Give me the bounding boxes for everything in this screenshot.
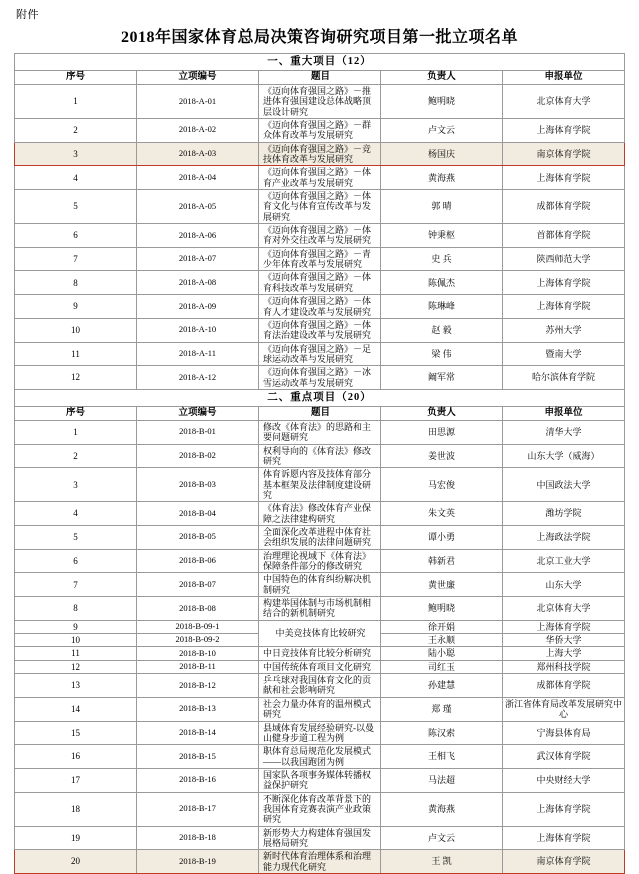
cell-unit: 上海体育学院: [503, 792, 625, 826]
cell-code: 2018-B-01: [137, 420, 259, 444]
cell-unit: 华侨大学: [503, 634, 625, 647]
table-row[interactable]: [15, 142, 625, 166]
cell-code: 2018-A-12: [137, 366, 259, 390]
cell-person: 朱文英: [381, 502, 503, 526]
cell-no: 9: [15, 295, 137, 319]
cell-code: 2018-A-07: [137, 247, 259, 271]
section-heading-row: [15, 389, 625, 406]
cell-code: 2018-A-05: [137, 190, 259, 224]
table-row[interactable]: [15, 850, 625, 874]
cell-person: 王相飞: [381, 745, 503, 769]
cell-no: 6: [15, 549, 137, 573]
table-header-row: [15, 71, 625, 85]
cell-code: 2018-B-15: [137, 745, 259, 769]
cell-no: 17: [15, 768, 137, 792]
cell-code: 2018-B-09-2: [137, 634, 259, 647]
cell-no: 10: [15, 318, 137, 342]
cell-unit: 首都体育学院: [503, 224, 625, 248]
cell-code: 2018-A-06: [137, 224, 259, 248]
cell-code: 2018-B-03: [137, 468, 259, 502]
cell-person: 郭 晴: [381, 190, 503, 224]
cell-code: 2018-A-10: [137, 318, 259, 342]
table-row[interactable]: [15, 697, 625, 721]
cell-unit: 潍坊学院: [503, 502, 625, 526]
cell-person: 阚军常: [381, 366, 503, 390]
table-row[interactable]: [15, 247, 625, 271]
cell-person: 鲍明晓: [381, 84, 503, 118]
cell-code: 2018-A-03: [137, 142, 259, 166]
cell-unit: 中国政法大学: [503, 468, 625, 502]
cell-code: 2018-B-05: [137, 526, 259, 550]
cell-no: 1: [15, 420, 137, 444]
cell-person: 鲍明晓: [381, 597, 503, 621]
cell-unit: 上海体育学院: [503, 295, 625, 319]
cell-person: 史 兵: [381, 247, 503, 271]
cell-no: 20: [15, 850, 137, 874]
cell-person: 黄海燕: [381, 792, 503, 826]
cell-code: 2018-B-12: [137, 674, 259, 698]
cell-title: 《迈向体育强国之路》－群众体育改革与发展研究: [259, 119, 381, 143]
cell-unit: 苏州大学: [503, 318, 625, 342]
cell-person: 谭小勇: [381, 526, 503, 550]
page-title: 2018年国家体育总局决策咨询研究项目第一批立项名单: [120, 29, 518, 46]
table-row[interactable]: [15, 271, 625, 295]
cell-unit: 成都体育学院: [503, 674, 625, 698]
cell-unit: 上海政法学院: [503, 526, 625, 550]
cell-unit: 哈尔滨体育学院: [503, 366, 625, 390]
cell-code: 2018-B-02: [137, 444, 259, 468]
table-row[interactable]: [15, 224, 625, 248]
cell-title: 《体育法》修改体育产业保障之法律建构研究: [259, 502, 381, 526]
column-header-person: 负责人: [381, 406, 503, 420]
column-header-person: 负责人: [381, 71, 503, 85]
cell-unit: 成都体育学院: [503, 190, 625, 224]
cell-no: 5: [15, 190, 137, 224]
cell-title: 《迈向体育强国之路》－竞技体育改革与发展研究: [259, 142, 381, 166]
cell-unit: 南京体育学院: [503, 142, 625, 166]
cell-unit: 陕西师范大学: [503, 247, 625, 271]
cell-code: 2018-B-14: [137, 721, 259, 745]
table-row[interactable]: [15, 674, 625, 698]
cell-code: 2018-B-08: [137, 597, 259, 621]
cell-person: 孙建慧: [381, 674, 503, 698]
cell-code: 2018-B-06: [137, 549, 259, 573]
table-header-row: [15, 406, 625, 420]
table-row[interactable]: [15, 342, 625, 366]
cell-no: 11: [15, 342, 137, 366]
table-row[interactable]: [15, 826, 625, 850]
cell-unit: 暨南大学: [503, 342, 625, 366]
cell-code: 2018-A-01: [137, 84, 259, 118]
cell-person: 赵 毅: [381, 318, 503, 342]
cell-unit: 北京工业大学: [503, 549, 625, 573]
cell-person: 王永顺: [381, 634, 503, 647]
cell-person: 姜世波: [381, 444, 503, 468]
cell-title: 《迈向体育强国之路》－体育文化与体育宣传改革与发展研究: [259, 190, 381, 224]
table-row[interactable]: [15, 318, 625, 342]
cell-no: 7: [15, 573, 137, 597]
cell-code: 2018-B-11: [137, 660, 259, 673]
cell-no: 6: [15, 224, 137, 248]
table-row[interactable]: [15, 366, 625, 390]
column-header-code: 立项编号: [137, 71, 259, 85]
cell-title: 权利导向的《体育法》修改研究: [259, 444, 381, 468]
cell-unit: 山东大学（威海）: [503, 444, 625, 468]
cell-title: 《迈向体育强国之路》－推进体育强国建设总体战略顶层设计研究: [259, 84, 381, 118]
cell-title: 社会力量办体育的温州模式研究: [259, 697, 381, 721]
column-header-no: 序号: [15, 71, 137, 85]
cell-no: 12: [15, 660, 137, 673]
cell-person: 陈汉索: [381, 721, 503, 745]
cell-unit: 上海体育学院: [503, 620, 625, 633]
cell-code: 2018-A-08: [137, 271, 259, 295]
cell-title: 新形势大力构建体育强国发展格局研究: [259, 826, 381, 850]
cell-title: 新时代体育治理体系和治理能力现代化研究: [259, 850, 381, 874]
cell-no: 8: [15, 271, 137, 295]
cell-title: 治理理论视域下《体育法》保障条件部分的修改研究: [259, 549, 381, 573]
table-row[interactable]: [15, 573, 625, 597]
cell-no: 18: [15, 792, 137, 826]
cell-title: 全面深化改革进程中体育社会组织发展的法律问题研究: [259, 526, 381, 550]
cell-title: 中国特色的体育纠纷解决机制研究: [259, 573, 381, 597]
cell-no: 15: [15, 721, 137, 745]
cell-code: 2018-B-19: [137, 850, 259, 874]
table-row[interactable]: [15, 84, 625, 118]
cell-no: 2: [15, 119, 137, 143]
cell-title: 《迈向体育强国之路》－青少年体育改革与发展研究: [259, 247, 381, 271]
cell-code: 2018-B-04: [137, 502, 259, 526]
table-row[interactable]: [15, 119, 625, 143]
project-list-table: [14, 53, 625, 874]
cell-title: 乒乓球对我国体育文化的贡献和社会影响研究: [259, 674, 381, 698]
cell-person: 郑 瑾: [381, 697, 503, 721]
cell-no: 3: [15, 142, 137, 166]
cell-code: 2018-A-02: [137, 119, 259, 143]
cell-title: 《迈向体育强国之路》－体育人才建设改革与发展研究: [259, 295, 381, 319]
cell-person: 卢文云: [381, 119, 503, 143]
table-row[interactable]: [15, 420, 625, 444]
table-row[interactable]: [15, 620, 625, 633]
cell-no: 16: [15, 745, 137, 769]
table-row[interactable]: [15, 745, 625, 769]
cell-no: 5: [15, 526, 137, 550]
cell-code: 2018-B-13: [137, 697, 259, 721]
cell-person: 徐开娟: [381, 620, 503, 633]
cell-no: 11: [15, 647, 137, 660]
cell-no: 1: [15, 84, 137, 118]
cell-no: 2: [15, 444, 137, 468]
cell-title: 中国传统体育项目文化研究: [259, 660, 381, 673]
column-header-title: 题目: [259, 406, 381, 420]
cell-code: 2018-A-04: [137, 166, 259, 190]
cell-title: 《迈向体育强国之路》－足球运动改革与发展研究: [259, 342, 381, 366]
column-header-unit: 申报单位: [503, 406, 625, 420]
table-row[interactable]: [15, 190, 625, 224]
cell-code: 2018-B-09-1: [137, 620, 259, 633]
column-header-title: 题目: [259, 71, 381, 85]
cell-title: 《迈向体育强国之路》－体育科技改革与发展研究: [259, 271, 381, 295]
table-row[interactable]: [15, 444, 625, 468]
cell-title: 《迈向体育强国之路》－体育法治建设改革与发展研究: [259, 318, 381, 342]
table-row[interactable]: [15, 166, 625, 190]
cell-unit: 中央财经大学: [503, 768, 625, 792]
cell-unit: 上海大学: [503, 647, 625, 660]
cell-code: 2018-B-18: [137, 826, 259, 850]
cell-title: 构建举国体制与市场机制相结合的新机制研究: [259, 597, 381, 621]
cell-person: 马宏俊: [381, 468, 503, 502]
cell-title: 国家队各项事务媒体转播权益保护研究: [259, 768, 381, 792]
section-heading: 二、重点项目（20）: [15, 389, 625, 406]
cell-person: 田思源: [381, 420, 503, 444]
cell-unit: 山东大学: [503, 573, 625, 597]
cell-title: 中日竞技体育比较分析研究: [259, 647, 381, 660]
cell-title: 职体育总局规范化发展模式——以我国跑团为例: [259, 745, 381, 769]
cell-unit: 清华大学: [503, 420, 625, 444]
table-row[interactable]: [15, 549, 625, 573]
cell-unit: 北京体育大学: [503, 597, 625, 621]
cell-unit: 上海体育学院: [503, 166, 625, 190]
table-row[interactable]: [15, 792, 625, 826]
cell-no: 4: [15, 502, 137, 526]
column-header-no: 序号: [15, 406, 137, 420]
table-row[interactable]: [15, 526, 625, 550]
cell-code: 2018-A-11: [137, 342, 259, 366]
cell-title: 《迈向体育强国之路》－冰雪运动改革与发展研究: [259, 366, 381, 390]
cell-person: 王 凯: [381, 850, 503, 874]
cell-person: 梁 伟: [381, 342, 503, 366]
cell-unit: 浙江省体育局改革发展研究中心: [503, 697, 625, 721]
cell-title: 县域体育发展经验研究-以曼山健身步道工程为例: [259, 721, 381, 745]
cell-unit: 武汉体育学院: [503, 745, 625, 769]
cell-unit: 上海体育学院: [503, 826, 625, 850]
table-row[interactable]: [15, 721, 625, 745]
cell-title: 修改《体育法》的思路和主要问题研究: [259, 420, 381, 444]
cell-no: 19: [15, 826, 137, 850]
cell-unit: 上海体育学院: [503, 271, 625, 295]
column-header-unit: 申报单位: [503, 71, 625, 85]
table-row[interactable]: [15, 647, 625, 660]
cell-title: 中美竞技体育比较研究: [259, 620, 381, 647]
cell-unit: 宁海县体育局: [503, 721, 625, 745]
section-heading-row: [15, 54, 625, 71]
cell-code: 2018-A-09: [137, 295, 259, 319]
table-row[interactable]: [15, 660, 625, 673]
cell-title: 《迈向体育强国之路》－体育产业改革与发展研究: [259, 166, 381, 190]
column-header-code: 立项编号: [137, 406, 259, 420]
attachment-label: 附件: [16, 9, 39, 21]
cell-code: 2018-B-17: [137, 792, 259, 826]
cell-unit: 上海体育学院: [503, 119, 625, 143]
cell-no: 4: [15, 166, 137, 190]
cell-person: 杨国庆: [381, 142, 503, 166]
section-heading: 一、重大项目（12）: [15, 54, 625, 71]
cell-person: 马法超: [381, 768, 503, 792]
cell-title: 体育诉愿内容及技体育部分基本框架及法律制度建设研究: [259, 468, 381, 502]
cell-unit: 郑州科技学院: [503, 660, 625, 673]
table-row[interactable]: [15, 768, 625, 792]
table-row[interactable]: [15, 468, 625, 502]
cell-person: 司红玉: [381, 660, 503, 673]
cell-no: 10: [15, 634, 137, 647]
cell-person: 黄世廉: [381, 573, 503, 597]
cell-code: 2018-B-07: [137, 573, 259, 597]
cell-person: 陆小聪: [381, 647, 503, 660]
cell-no: 13: [15, 674, 137, 698]
cell-no: 8: [15, 597, 137, 621]
cell-person: 陈琳峰: [381, 295, 503, 319]
cell-code: 2018-B-10: [137, 647, 259, 660]
cell-no: 9: [15, 620, 137, 633]
cell-unit: 南京体育学院: [503, 850, 625, 874]
table-row[interactable]: [15, 502, 625, 526]
cell-title: 不断深化体育改革背景下的我国体育竞赛表演产业政策研究: [259, 792, 381, 826]
cell-no: 7: [15, 247, 137, 271]
cell-no: 14: [15, 697, 137, 721]
cell-no: 3: [15, 468, 137, 502]
cell-no: 12: [15, 366, 137, 390]
cell-title: 《迈向体育强国之路》－体育对外交往改革与发展研究: [259, 224, 381, 248]
table-row[interactable]: [15, 295, 625, 319]
cell-person: 卢文云: [381, 826, 503, 850]
cell-person: 韩新君: [381, 549, 503, 573]
cell-code: 2018-B-16: [137, 768, 259, 792]
cell-person: 钟秉枢: [381, 224, 503, 248]
cell-person: 黄海燕: [381, 166, 503, 190]
cell-person: 陈佩杰: [381, 271, 503, 295]
cell-unit: 北京体育大学: [503, 84, 625, 118]
